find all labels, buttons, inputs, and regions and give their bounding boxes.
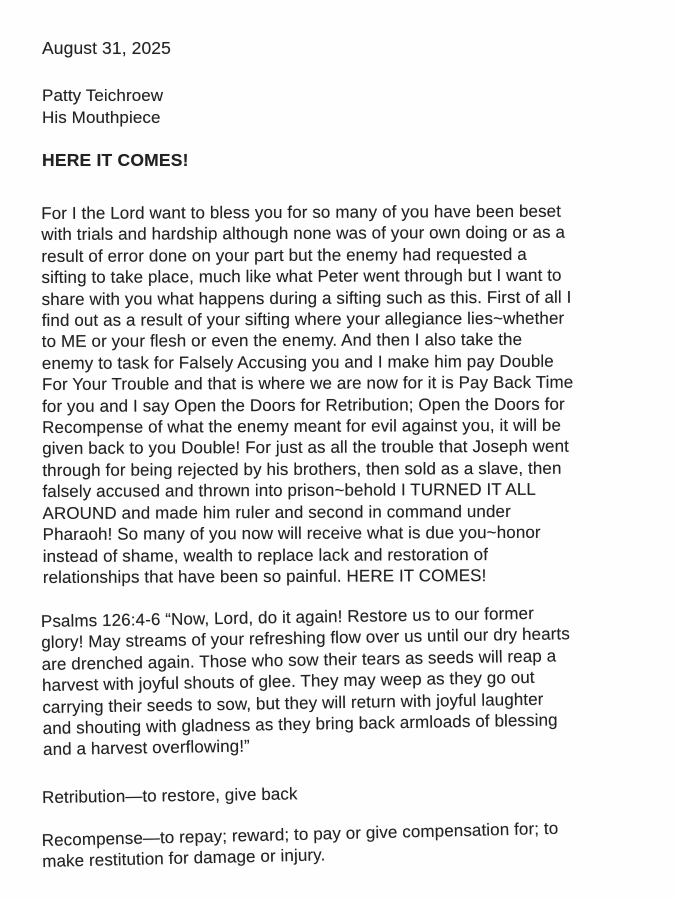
letter-heading: HERE IT COMES! xyxy=(42,150,189,171)
author-title: His Mouthpiece xyxy=(42,108,161,128)
definition-retribution: Retribution—to restore, give back xyxy=(41,784,298,807)
scripture-paragraph: Psalms 126:4-6 “Now, Lord, do it again! Restore us to our former glory! May streams of your refreshing flow over us until our dry hearts are drenched again. Those who sow their tears as seeds will reap a harvest with joyful shouts of glee. They may weep as they go out carrying their seeds to sow, but they will return with joyful laughter and shouting with gladness as they bring back armloads of blessing and a harvest overflowing!” xyxy=(40,603,571,760)
letter-date: August 31, 2025 xyxy=(42,38,171,58)
author-block xyxy=(42,85,645,129)
author-name: Patty Teichroew xyxy=(42,86,164,106)
letter-body-paragraph: For I the Lord want to bless you for so many of you have been beset with trials and hardship although none was of your own doing or as a result of error done on your part but the enemy had requested a sifting to take place, much like what Peter went through but I want to share with you what happens during a sifting such as this. First of all I find out as a result of your sifting where your allegiance lies~whether to ME or your flesh or even the enemy. And then I also take the enemy to task for Falsely Accusing you and I make him pay Double For Your Trouble and that is where we are now for it is Pay Back Time for you and I say Open the Doors for Retribution; Open the Doors for Recompense of what the enemy meant for evil against you, it will be given back to you Double! For just as all the trouble that Joseph went through for being rejected by his brothers, then sold as a slave, then falsely accused and thrown into prison~behold I TURNED IT ALL AROUND and made him ruler and second in command under Pharaoh! So many of you now will receive what is due you~honor instead of shame, wealth to replace lack and restoration of relationships that have been so painful. HERE IT COMES! xyxy=(41,201,574,587)
definition-recompense: Recompense—to repay; reward; to pay or give compensation for; to make restitution for damage or injury. xyxy=(41,819,559,872)
